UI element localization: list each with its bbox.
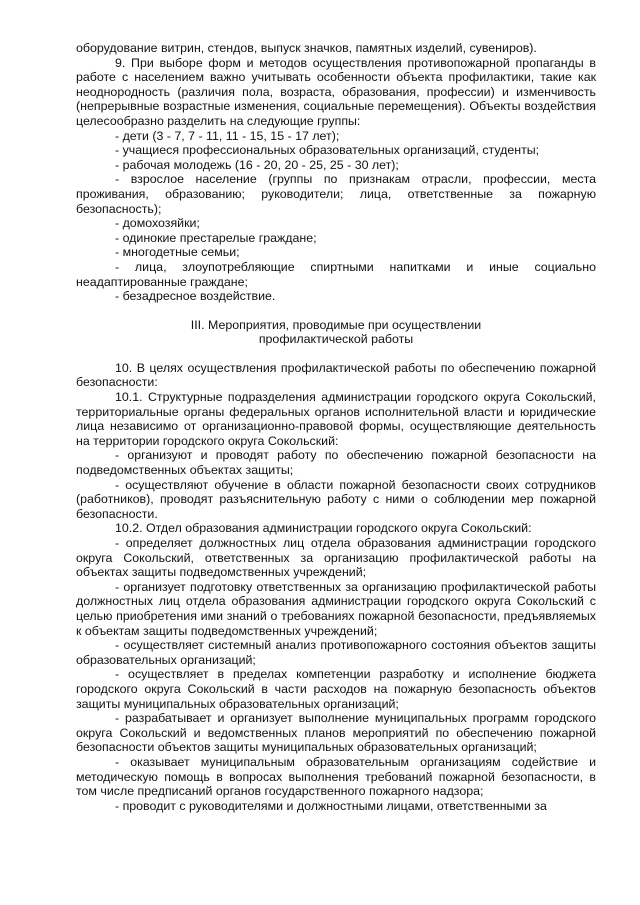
list-item: - дети (3 - 7, 7 - 11, 11 - 15, 15 - 17 лет); xyxy=(115,128,340,143)
list-item: - одинокие престарелые граждане; xyxy=(115,230,317,245)
list-item: - организуют и проводят работу по обеспечению пожарной безопасности на подведомственных объектах защиты; xyxy=(76,448,596,478)
list-item: - взрослое население (группы по признакам отрасли, профессии, места проживания, образованию; руководители; лица, ответственные за пожарную безопасность); xyxy=(76,172,596,216)
list-item: - безадресное воздействие. xyxy=(115,289,276,304)
spacer xyxy=(76,347,596,361)
spacer xyxy=(76,304,596,318)
list-item: - проводит с руководителями и должностными лицами, ответственными за xyxy=(115,798,547,813)
section-heading-line-1: III. Мероприятия, проводимые при осуществлении xyxy=(190,317,482,332)
section-heading xyxy=(76,318,596,347)
list-item: - определяет должностных лиц отдела образования администрации городского округа Сокольский, ответственных за организацию профилактической работы на объектах защиты подведомственных учреждений; xyxy=(76,536,596,580)
list-item: - осуществляет системный анализ противопожарного состояния объектов защиты образовательных организаций; xyxy=(76,638,596,667)
paragraph-item-10-2: 10.2. Отдел образования администрации городского округа Сокольский: xyxy=(115,521,532,536)
paragraph-item-10-1: 10.1. Структурные подразделения администрации городского округа Сокольский, территориальные органы федеральных органов исполнительной власти и юридические лица независимо от организационно-правовой формы, осуществляющие деятельность на территории городского округа Сокольский: xyxy=(76,390,596,448)
paragraph-item-9: 9. При выборе форм и методов осуществления противопожарной пропаганды в работе с населением важно учитывать особенности объекта профилактики, такие как неоднородность (различия пола, возраста, образования, профессии) и изменчивость (непрерывные возрастные изменения, социальные перемещения). Объекты воздействия целесообразно разделить на следующие группы: xyxy=(76,55,596,128)
list-item: - многодетные семьи; xyxy=(115,245,240,260)
list-item: - осуществляет в пределах компетенции разработку и исполнение бюджета городского округа Сокольский в части расходов на пожарную безопасность объектов защиты муниципальных образовательных организаций; xyxy=(76,667,596,711)
paragraph-item-10: 10. В целях осуществления профилактической работы по обеспечению пожарной безопасности: xyxy=(76,360,596,390)
list-item: - организует подготовку ответственных за организацию профилактической работы должностных лиц отдела образования администрации городского округа Сокольский с целью приобретения ими знаний о требованиях пожарной безопасности, предъявляемых к объектам защиты подведомственных учреждений; xyxy=(76,579,596,638)
list-item: - рабочая молодежь (16 - 20, 20 - 25, 25 - 30 лет); xyxy=(115,157,399,172)
list-item: - лица, злоупотребляющие спиртными напитками и иные социально неадаптированные граждане; xyxy=(76,259,596,289)
paragraph-continuation: оборудование витрин, стендов, выпуск значков, памятных изделий, сувениров). xyxy=(76,41,537,55)
list-item: - учащиеся профессиональных образовательных организаций, студенты; xyxy=(115,143,540,158)
list-item: - разрабатывает и организует выполнение муниципальных программ городского округа Сокольский и ведомственных планов мероприятий по обеспечению пожарной безопасности объектов защиты муниципальных образовательных организаций; xyxy=(76,711,596,755)
section-heading-line-2: профилактической работы xyxy=(258,332,414,347)
list-item: - осуществляют обучение в области пожарной безопасности своих сотрудников (работников), проводят разъяснительную работу с ними о соблюдении мер пожарной безопасности. xyxy=(76,477,596,521)
list-item: - оказывает муниципальным образовательным организациям содействие и методическую помощь в вопросах выполнения требований пожарной безопасности, в том числе предписаний органов государственного пожарного надзора; xyxy=(76,754,596,799)
list-item: - домохозяйки; xyxy=(115,216,200,231)
